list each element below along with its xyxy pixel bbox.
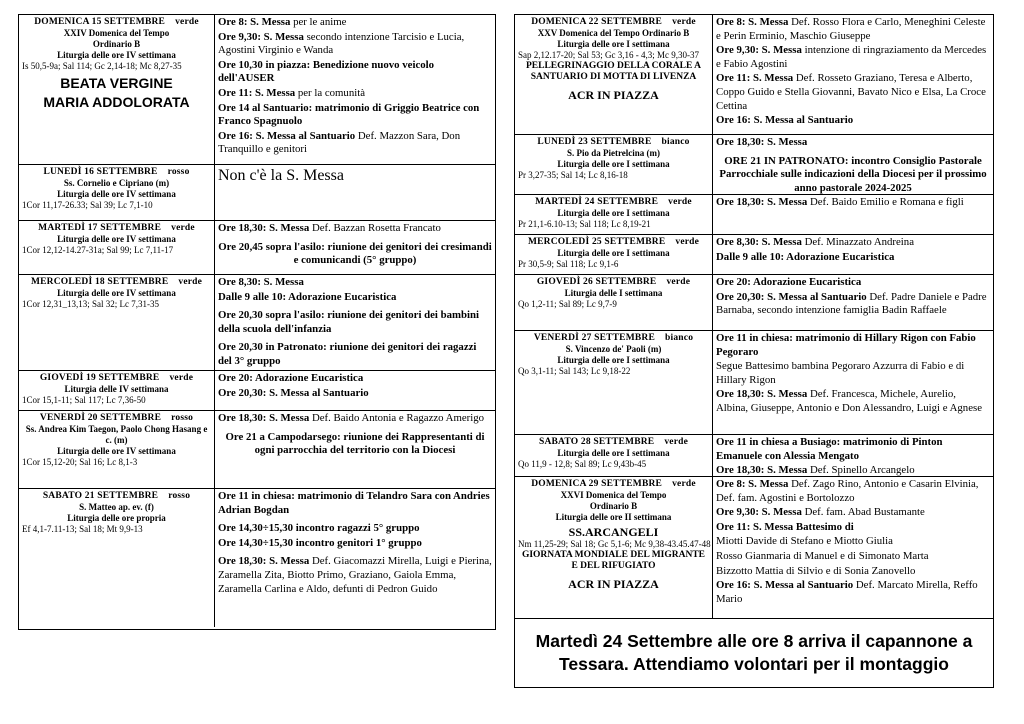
day-title	[518, 277, 709, 288]
liturgical-color: verde	[672, 479, 696, 489]
liturgy-note: Liturgia delle IV settimana	[64, 384, 169, 395]
schedule-detail	[215, 165, 495, 220]
liturgical-color: verde	[664, 437, 689, 447]
readings: Pr 3,27-35; Sal 14; Lc 8,16-18	[518, 169, 628, 180]
schedule-detail	[713, 331, 993, 434]
schedule-line	[716, 506, 990, 520]
schedule-time: Ore 18,30: S. Messa	[716, 388, 808, 401]
day-title	[518, 237, 709, 248]
schedule-line	[716, 565, 990, 579]
liturgical-color: verde	[169, 373, 194, 383]
schedule-line	[716, 44, 990, 71]
schedule-detail	[713, 435, 993, 476]
day-name: DOMENICA 22 SETTEMBRE	[531, 17, 663, 27]
readings: Pr 21,1-6.10-13; Sal 118; Lc 8,19-21	[518, 219, 651, 230]
day-header	[19, 221, 215, 274]
liturgical-color: verde	[666, 277, 691, 287]
day-row	[19, 221, 495, 275]
schedule-text: Def. Mazzon Sara, Don Tranquillo e genitori	[218, 129, 461, 156]
day-row	[515, 477, 993, 619]
day-title	[518, 17, 709, 28]
schedule-time: Ore 14,30÷15,30 incontro ragazzi 5° gruppo	[218, 522, 420, 535]
schedule-line	[716, 550, 990, 564]
acr-note: ACR IN PIAZZA	[568, 87, 659, 102]
liturgy-note: XXIV Domenica del Tempo	[63, 28, 170, 39]
schedule-detail	[713, 135, 993, 194]
schedule-time: Ore 8,30: S. Messa	[716, 236, 802, 248]
day-row	[19, 15, 495, 165]
day-name: GIOVEDÌ 19 SETTEMBRE	[39, 373, 160, 383]
schedule-announcement: Ore 20,45 sopra l'asilo: riunione dei genitori dei cresimandi e comunicandi (5° gruppo)	[218, 240, 492, 267]
day-title	[518, 437, 709, 448]
readings: Ef 4,1-7.11-13; Sal 18; Mt 9,9-13	[22, 523, 143, 534]
readings: Qo 3,1-11; Sal 143; Lc 9,18-22	[518, 365, 631, 376]
schedule-line	[716, 72, 990, 113]
schedule-time: Ore 18,30: S. Messa	[716, 196, 808, 208]
schedule-time: Ore 9,30: S. Messa	[218, 30, 304, 43]
day-name: DOMENICA 15 SETTEMBRE	[34, 17, 166, 27]
schedule-text: Def. Bazzan Rosetta Francato	[309, 222, 441, 234]
liturgy-note: S. Pio da Pietrelcina (m)	[566, 148, 661, 159]
day-row	[515, 235, 993, 275]
schedule-time: Ore 20,30 in Patronato: riunione dei genitori dei ragazzi del 3° gruppo	[218, 341, 477, 367]
schedule-text: Def. Marcato Mirella, Reffo Mario	[716, 579, 978, 605]
schedule-time: Ore 18,30: S. Messa	[716, 464, 808, 476]
left-column	[18, 14, 496, 630]
schedule-text: Def. Baido Antonia e Ragazzo Amerigo	[309, 412, 485, 424]
schedule-line	[716, 579, 990, 606]
schedule-time: Ore 18,30: S. Messa	[218, 222, 310, 234]
schedule-time: Ore 18,30: S. Messa	[716, 136, 808, 148]
day-title	[22, 167, 211, 178]
schedule-text: intenzione di ringraziamento da Mercedes e Fabio Agostini	[716, 44, 987, 70]
day-header	[515, 235, 713, 274]
schedule-time: Ore 8,30: S. Messa	[218, 276, 304, 288]
schedule-time: Ore 11 in chiesa a Busiago: matrimonio di Pinton Emanuele con Alessia Mengato	[716, 436, 943, 462]
day-title	[518, 479, 709, 490]
schedule-announcement: ORE 21 IN PATRONATO: incontro Consiglio Pastorale Parrocchiale sulle indicazioni della Diocesi per il prossimo anno pastorale 2024-2025	[719, 154, 987, 194]
schedule-line	[218, 87, 492, 101]
feast-name: BEATA VERGINE	[60, 74, 173, 91]
liturgical-color: rosso	[168, 491, 191, 501]
day-name: VENERDÌ 27 SETTEMBRE	[533, 333, 656, 343]
liturgy-note: Liturgia delle ore IV settimana	[57, 234, 176, 245]
schedule-time: Dalle 9 alle 10: Adorazione Eucaristica	[716, 250, 895, 263]
schedule-line	[218, 16, 492, 30]
schedule-detail	[215, 275, 495, 370]
liturgical-color: verde	[668, 197, 692, 207]
day-title	[518, 197, 709, 208]
schedule-text: Def. Minazzato Andreina	[801, 236, 914, 248]
readings: 1Cor 11,17-26.33; Sal 39; Lc 7,1-10	[22, 199, 153, 210]
schedule-detail	[713, 275, 993, 330]
liturgy-note: Ordinario B	[589, 501, 638, 512]
schedule-line	[716, 291, 990, 318]
day-header	[19, 489, 215, 627]
readings: Sap 2,12.17-20; Sal 53; Gc 3,16 - 4,3; Mc 9,30-37	[518, 49, 699, 60]
banner-line: Martedì 24 Settembre alle ore 8 arriva il capannone a	[535, 631, 973, 652]
schedule-time: Ore 11 in chiesa: matrimonio di Telandro Sara con Andries Adrian Bogdan	[218, 490, 490, 516]
day-header	[515, 331, 713, 434]
day-title	[22, 413, 211, 424]
day-row	[19, 165, 495, 221]
day-name: MERCOLEDÌ 25 SETTEMBRE	[527, 237, 666, 247]
day-name: DOMENICA 29 SETTEMBRE	[531, 479, 663, 489]
liturgy-note: Liturgia delle ore IV settimana	[57, 288, 176, 299]
schedule-text: Miotti Davide di Stefano e Miotto Giulia	[716, 535, 893, 548]
banner-text	[536, 630, 973, 676]
readings: 1Cor 15,1-11; Sal 117; Lc 7,36-50	[22, 395, 146, 406]
day-row	[19, 371, 495, 411]
schedule-time: Ore 20: Adorazione Eucaristica	[716, 276, 862, 288]
day-header	[19, 15, 215, 164]
readings: 1Cor 12,12-14.27-31a; Sal 99; Lc 7,11-17	[22, 245, 174, 256]
schedule-line	[716, 464, 990, 476]
schedule-time: Ore 18,30: S. Messa	[218, 555, 310, 568]
liturgy-note: XXVI Domenica del Tempo	[560, 490, 667, 501]
day-header	[19, 411, 215, 488]
readings: 1Cor 15,12-20; Sal 16; Lc 8,1-3	[22, 456, 138, 467]
schedule-text: Def. Baido Emilio e Romana e figli	[807, 196, 964, 208]
schedule-time: Ore 18,30: S. Messa	[218, 412, 310, 424]
schedule-time: Ore 14 al Santuario: matrimonio di Griggio Beatrice con Franco Spagnuolo	[218, 101, 480, 128]
schedule-line	[716, 114, 990, 128]
day-name: MARTEDÌ 24 SETTEMBRE	[535, 197, 659, 207]
schedule-text: Def. Padre Daniele e Padre Barnaba, secondo intenzione famiglia Badin Raffaele	[716, 290, 987, 317]
schedule-time: Ore 8: S. Messa	[218, 16, 291, 28]
day-row	[515, 275, 993, 331]
schedule-detail	[215, 371, 495, 410]
schedule-text: Def. Giacomazzi Mirella, Luigi e Pierina, Zaramella Zita, Biotto Primo, Graziano, Gaiola Emma, Zaramella Carlina e Aldo, defunti di Pedron Guido	[218, 555, 492, 595]
day-title	[22, 277, 211, 288]
schedule-line	[716, 196, 990, 210]
schedule-line	[218, 130, 492, 157]
schedule-time: Ore 16: S. Messa al Santuario	[716, 114, 854, 127]
day-row	[19, 411, 495, 489]
schedule-line	[716, 332, 990, 359]
liturgical-color: rosso	[167, 167, 190, 177]
day-row	[515, 15, 993, 135]
day-row	[515, 135, 993, 195]
liturgical-color: verde	[171, 223, 195, 233]
schedule-line	[716, 521, 990, 535]
liturgy-note: Liturgia delle ore propria	[67, 513, 166, 524]
day-header	[19, 371, 215, 410]
day-row	[515, 435, 993, 477]
liturgy-note: Liturgia delle ore I settimana	[557, 355, 670, 366]
schedule-announcement: Ore 21 a Campodarsego: riunione dei Rappresentanti di ogni parrocchia del territorio con la Diocesi	[225, 430, 485, 457]
day-header	[515, 275, 713, 330]
schedule-time: Ore 20: Adorazione Eucaristica	[218, 372, 364, 384]
day-header	[515, 195, 713, 234]
schedule-line	[218, 537, 492, 551]
liturgy-note: S. Vincenzo de' Paoli (m)	[565, 344, 662, 355]
day-header	[515, 435, 713, 476]
liturgical-color: verde	[175, 17, 199, 27]
liturgy-note: Liturgia delle I settimana	[564, 288, 663, 299]
schedule-line	[218, 555, 492, 596]
day-header	[19, 165, 215, 220]
schedule-line	[218, 291, 492, 305]
readings: Pr 30,5-9; Sal 118; Lc 9,1-6	[518, 259, 619, 270]
day-name: MARTEDÌ 17 SETTEMBRE	[38, 223, 162, 233]
day-name: SABATO 28 SETTEMBRE	[538, 437, 655, 447]
liturgy-note: Ss. Cornelio e Cipriano (m)	[63, 178, 170, 189]
day-name: VENERDÌ 20 SETTEMBRE	[39, 413, 162, 423]
schedule-time: Dalle 9 alle 10: Adorazione Eucaristica	[218, 290, 397, 303]
day-header	[19, 275, 215, 370]
schedule-line	[716, 16, 990, 43]
liturgy-note: Liturgia delle ore I settimana	[557, 39, 670, 50]
schedule-text: Rosso Gianmaria di Manuel e di Simonato Marta	[716, 549, 929, 562]
schedule-line	[218, 341, 492, 368]
event-note: GIORNATA MONDIALE DEL MIGRANTE E DEL RIFUGIATO	[521, 549, 706, 572]
liturgical-color: verde	[675, 237, 700, 247]
schedule-line	[218, 59, 492, 86]
schedule-time: Ore 11: S. Messa Battesimo di	[716, 520, 854, 533]
no-mass-notice: Non c'è la S. Messa	[218, 167, 344, 184]
schedule-text: per le anime	[290, 16, 347, 28]
schedule-detail	[215, 15, 495, 164]
liturgical-color: verde	[178, 277, 203, 287]
liturgy-note: Liturgia delle ore I settimana	[557, 248, 670, 259]
readings: Qo 1,2-11; Sal 89; Lc 9,7-9	[518, 299, 617, 310]
day-title	[22, 223, 211, 234]
liturgy-note: Liturgia delle ore I settimana	[557, 448, 670, 459]
day-title	[518, 333, 709, 344]
schedule-text: Def. Rosso Flora e Carlo, Meneghini Celeste e Perin Erminio, Maschio Giuseppe	[716, 16, 986, 42]
schedule-text: Def. fam. Abad Bustamante	[801, 506, 925, 519]
schedule-time: Ore 16: S. Messa al Santuario	[716, 579, 854, 592]
liturgy-note: Liturgia delle ore I settimana	[557, 159, 670, 170]
schedule-time: Ore 8: S. Messa	[716, 478, 789, 490]
schedule-detail	[713, 477, 993, 618]
schedule-line	[716, 136, 990, 150]
liturgy-note: Ordinario B	[92, 39, 141, 50]
schedule-line	[218, 222, 492, 236]
schedule-time: Ore 8: S. Messa	[716, 16, 789, 28]
schedule-line	[218, 522, 492, 536]
day-title	[518, 137, 709, 148]
event-note: PELLEGRINAGGIO DELLA CORALE A SANTUARIO DI MOTTA DI LIVENZA	[526, 60, 701, 83]
liturgy-note: Liturgia delle ore II settimana	[555, 511, 672, 522]
schedule-line	[218, 31, 492, 58]
schedule-detail	[713, 195, 993, 234]
schedule-text: Def. Zago Rino, Antonio e Casarin Elvinia, Def. fam. Agostini e Bortolozzo	[716, 478, 979, 504]
day-header	[515, 15, 713, 134]
schedule-detail	[215, 221, 495, 274]
day-row	[19, 275, 495, 371]
schedule-line	[716, 360, 990, 387]
schedule-time: Ore 9,30: S. Messa	[716, 44, 802, 57]
liturgy-note: Liturgia delle ore IV settimana	[57, 49, 176, 60]
day-title	[22, 491, 211, 502]
schedule-time: Ore 20,30: S. Messa al Santuario	[716, 290, 867, 303]
liturgy-note: XXV Domenica del Tempo Ordinario B	[537, 28, 690, 39]
day-title	[22, 17, 211, 28]
schedule-text: Segue Battesimo bambina Pegoraro Azzurra di Fabio e di Hillary Rigon	[716, 360, 965, 386]
schedule-line	[218, 387, 492, 401]
right-column	[514, 14, 994, 688]
schedule-line	[716, 388, 990, 415]
liturgy-note: Liturgia delle ore IV settimana	[57, 445, 176, 456]
schedule-time: Ore 10,30 in piazza: Benedizione nuovo veicolo dell'AUSER	[218, 58, 435, 85]
day-row	[515, 331, 993, 435]
schedule-text: per la comunità	[295, 86, 366, 99]
schedule-line	[218, 309, 492, 336]
schedule-line	[218, 490, 492, 517]
liturgical-color: verde	[672, 17, 696, 27]
day-name: SABATO 21 SETTEMBRE	[42, 491, 159, 501]
schedule-line	[716, 436, 990, 463]
schedule-detail	[713, 235, 993, 274]
liturgy-note: Liturgia delle ore IV settimana	[57, 189, 176, 200]
day-name: LUNEDÌ 16 SETTEMBRE	[43, 167, 158, 177]
liturgy-note: Ss. Andrea Kim Taegon, Paolo Chong Hasang e c. (m)	[25, 424, 208, 446]
day-name: LUNEDÌ 23 SETTEMBRE	[537, 137, 652, 147]
liturgy-note: Liturgia delle ore I settimana	[557, 208, 670, 219]
schedule-time: Ore 11: S. Messa	[716, 72, 794, 85]
schedule-line	[716, 236, 990, 250]
schedule-time: Ore 11 in chiesa: matrimonio di Hillary Rigon con Fabio Pegoraro	[716, 332, 976, 358]
schedule-text: secondo intenzione Tarcisio e Lucia, Agostini Virginio e Wanda	[218, 30, 465, 57]
schedule-line	[218, 276, 492, 290]
day-row	[515, 195, 993, 235]
schedule-text: Bizzotto Mattia di Silvio e di Sonia Zanovello	[716, 564, 916, 577]
acr-note: ACR IN PIAZZA	[568, 576, 659, 591]
announcement-banner	[515, 619, 993, 687]
day-row	[19, 489, 495, 627]
readings: Is 50,5-9a; Sal 114; Gc 2,14-18; Mc 8,27-35	[22, 60, 182, 71]
schedule-time: Ore 20,30 sopra l'asilo: riunione dei genitori dei bambini della scuola dell'infanzia	[218, 309, 480, 335]
readings: Nm 11,25-29; Sal 18; Gc 5,1-6; Mc 9,38-43.45.47-48	[518, 539, 711, 550]
feast-name: MARIA ADDOLORATA	[43, 93, 190, 110]
schedule-detail	[215, 411, 495, 488]
readings: 1Cor 12,31_13,13; Sal 32; Lc 7,31-35	[22, 299, 159, 310]
feast-title: SS.ARCANGELI	[568, 524, 659, 539]
liturgical-color: bianco	[661, 137, 690, 147]
schedule-time: Ore 9,30: S. Messa	[716, 506, 802, 519]
schedule-line	[716, 276, 990, 290]
schedule-detail	[713, 15, 993, 134]
schedule-text: Def. Spinello Arcangelo	[807, 464, 915, 476]
schedule-detail	[215, 489, 495, 627]
schedule-line	[716, 251, 990, 265]
schedule-text: Def. Rosseto Graziano, Teresa e Alberto, Coppo Guido e Stella Giovanni, Bavato Nico e Elsa, La Croce Cettina	[716, 72, 986, 112]
schedule-line	[716, 478, 990, 505]
liturgy-note: S. Matteo ap. ev. (f)	[79, 502, 154, 513]
schedule-time: Ore 14,30÷15,30 incontro genitori 1° gruppo	[218, 536, 422, 549]
day-title	[22, 373, 211, 384]
banner-line: Tessara. Attendiamo volontari per il montaggio	[559, 654, 949, 674]
schedule-line	[218, 372, 492, 386]
day-name: MERCOLEDÌ 18 SETTEMBRE	[30, 277, 169, 287]
schedule-time: Ore 16: S. Messa al Santuario	[218, 129, 356, 142]
readings: Qo 11,9 - 12,8; Sal 89; Lc 9,43b-45	[518, 459, 647, 470]
schedule-text: Def. Francesca, Michele, Aurelio, Albina, Giuseppe, Antonio e Don Alessandro, Luigi e Agnese	[716, 388, 982, 414]
liturgical-color: bianco	[665, 333, 694, 343]
schedule-time: Ore 20,30: S. Messa al Santuario	[218, 386, 369, 399]
day-header	[515, 477, 713, 618]
schedule-time: Ore 11: S. Messa	[218, 86, 296, 99]
schedule-line	[218, 412, 492, 426]
day-header	[515, 135, 713, 194]
liturgical-color: rosso	[171, 413, 194, 423]
schedule-line	[716, 535, 990, 549]
schedule-line	[218, 102, 492, 129]
day-name: GIOVEDÌ 26 SETTEMBRE	[536, 277, 657, 287]
